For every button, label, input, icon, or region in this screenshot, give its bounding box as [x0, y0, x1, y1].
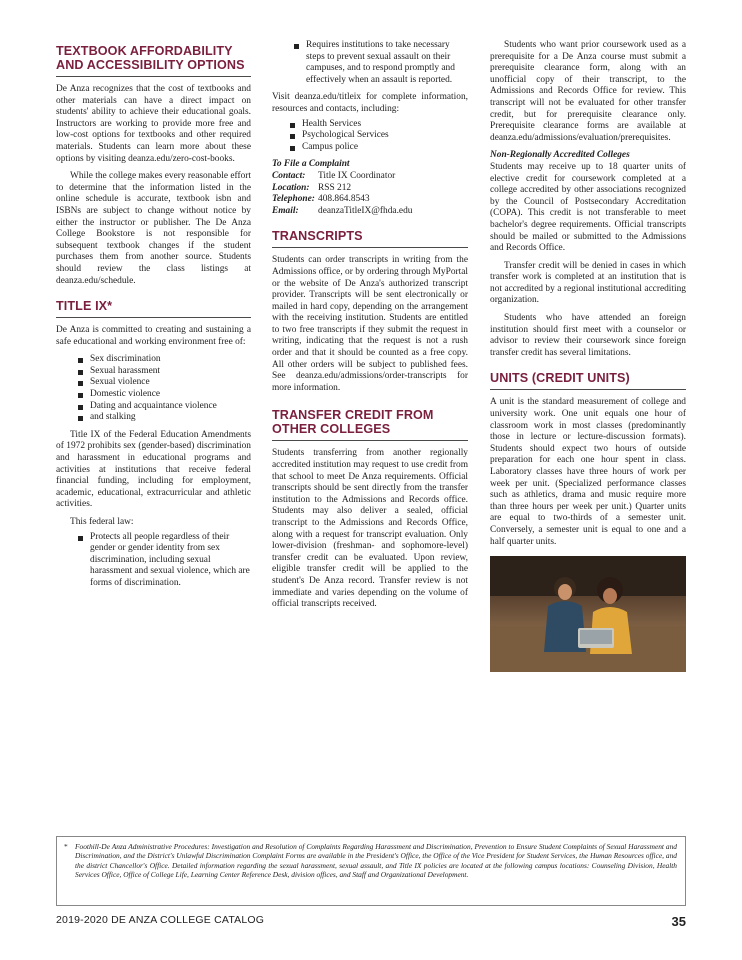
bullet-list — [272, 119, 468, 154]
contact-row: Contact: Title IX Coordinator — [272, 170, 396, 181]
contact-row: Telephone: 408.864.8543 — [272, 194, 370, 205]
contact-row: Location: RSS 212 — [272, 182, 352, 193]
paragraph: Visit deanza.edu/titleix for complete information, resources and contacts, including: — [272, 92, 468, 114]
list-item: Health Services — [302, 119, 468, 131]
list-item: Psychological Services — [302, 130, 468, 142]
paragraph: Students who have attended an foreign institution should first meet with a counselor or advisor to review their coursework since foreign transfer credit has several limitations. — [490, 313, 686, 358]
paragraph: Students who want prior coursework used as a prerequisite for a De Anza course must submit a prerequisite clearance form, along with an unofficial copy of their transcript, to the Admissions and Records Office for review. This transcript will not be evaluated for other transfer credit, but for prerequisite clearance only. Prerequisite clearance forms are available at deanza.edu/admissions/evaluation/prerequisites. — [490, 40, 686, 143]
section-heading-transfer-credit: TRANSFER CREDIT FROM OTHER COLLEGES — [272, 408, 468, 441]
bullet-list — [56, 354, 251, 424]
list-item: Requires institutions to take necessary steps to prevent sexual assault on their campuses, and to respond promptly and effectively when an assault is reported. — [306, 40, 468, 86]
list-item: Sexual violence — [90, 377, 251, 389]
list-item: Sexual harassment — [90, 366, 251, 378]
list-item: Sex discrimination — [90, 354, 251, 366]
section-heading-title-ix: TITLE IX* — [56, 299, 251, 318]
complaint-heading: To File a Complaint — [272, 159, 350, 170]
students-photo — [490, 556, 686, 672]
paragraph: Students can order transcripts in writing from the Admissions office, or by ordering through MyPortal or the website of De Anza's authorized transcript provider. Transcripts will be sent electronically or mailed in hard copy, depending on the arrangement with the receiving institution. Students are entitled to two free transcripts if they submit the request in writing, indicating that the request is not a rush order and that it should be counted as a free copy. All other orders will be subject to published fees. See deanza.edu/admissions/order-transcripts for more information. — [272, 255, 468, 393]
paragraph: Students may receive up to 18 quarter units of elective credit for coursework completed at a college accredited by other associations recognized by the Council of Postsecondary Accreditation (COPA). This credit is not transferable to meet bachelor's degree requirements. Official transcripts should be mailed or submitted to the Admissions and Records Office. — [490, 161, 686, 254]
footnote-marker: * — [64, 842, 68, 851]
subheading: Non-Regionally Accredited Colleges — [490, 150, 630, 161]
paragraph: Transfer credit will be denied in cases in which transfer work is completed at an institution that is not accredited by a regional institutional accrediting organization. — [490, 260, 686, 306]
bullet-list — [56, 532, 251, 590]
contact-row: Email: deanzaTitleIX@fhda.edu — [272, 205, 413, 216]
email-link[interactable]: deanzaTitleIX@fhda.edu — [318, 205, 413, 216]
list-item: Protects all people regardless of their gender or gender identity from sex discrimination, including sexual harassment and sexual violence, which are forms of discrimination. — [90, 531, 250, 588]
paragraph: Title IX of the Federal Education Amendments of 1972 prohibits sex (gender-based) discrimination and harassment in educational programs and activities at institutions that receive federal financial funding, including for employment, academic, educational, extracurricular and athletic activities. — [56, 429, 251, 510]
paragraph: A unit is the standard measurement of college and university work. One unit equals one hour of classroom work in most classes (predominantly those in lecture or lecture-discussion formats). Students should expect two hours of outside preparation for each one hour spent in class. Laboratory classes have three hours of work per week per unit. (Specialized performance classes such as athletics, drama and music require more than three hours per week per unit.) Quarter units are equal to two-thirds of a semester unit. Conversely, a semester unit is equal to one and a half quarter units. — [490, 397, 686, 547]
list-item: Domestic violence — [90, 389, 251, 401]
photo-illustration — [490, 556, 686, 672]
footnote-box — [56, 836, 686, 906]
paragraph: This federal law: — [70, 517, 134, 527]
page-number: 35 — [671, 914, 686, 929]
column-left — [56, 36, 251, 596]
footnote-text: Foothill-De Anza Administrative Procedures: Investigation and Resolution of Complaints Regarding Harassment and Discrimination, Prevention to Ensure Student Complaints of Sexual Harassment and Discrimination, and the District's Unlawful Discrimination Complaint Forms are available in the President's Office, the Office of the Vice President for Student Services, the Human Resources office, and the district Chancellor's Office. Detailed information regarding the sexual harassment, sexual assault, and Title IX policies are located at the following campus locations: Counseling Division, Health Services Office, Office of College Life, Learning Center Reference Desk, division offices, and Staff and Organizational Development. — [75, 842, 677, 880]
column-right — [490, 40, 686, 672]
list-item: and stalking — [90, 412, 251, 424]
section-heading-transcripts: TRANSCRIPTS — [272, 229, 468, 248]
list-item: Dating and acquaintance violence — [90, 401, 251, 413]
paragraph: De Anza is committed to creating and sustaining a safe educational and working environment free of: — [56, 325, 251, 347]
bullet-list — [272, 40, 468, 86]
paragraph: De Anza recognizes that the cost of textbooks and other materials can have a direct impact on students' ability to achieve their educational goals. Instructors are working to provide more free and low-cost options for textbooks and other required materials. Students can learn more about these options by visiting deanza.edu/zero-cost-books. — [56, 84, 251, 164]
paragraph: Students transferring from another regionally accredited institution may request to use credit from that school to meet De Anza requirements. Official transcripts should be sent directly from the transfer institution to the Admissions and Records office. Students may also deliver a sealed, official transcript to the Admissions and Records Office, along with a request for transcript evaluation. Only lower-division (freshman- and sophomore-level) transfer credit can be evaluated. Upon review, eligible transfer credit will be applied to the student's De Anza record. Transfer review is not immediate and varies depending on the volume of official transcripts received. — [272, 448, 468, 610]
complaint-contact — [272, 159, 468, 217]
page-footer — [56, 914, 686, 929]
section-heading-textbook: TEXTBOOK AFFORDABILITY AND ACCESSIBILITY OPTIONS — [56, 44, 251, 77]
column-middle — [272, 40, 468, 617]
section-heading-units: UNITS (CREDIT UNITS) — [490, 371, 686, 390]
list-item: Campus police — [302, 142, 468, 154]
catalog-title: 2019-2020 DE ANZA COLLEGE CATALOG — [56, 914, 265, 926]
paragraph: While the college makes every reasonable effort to determine that the information listed in the online schedule is accurate, textbook isbn and ISBNs are subject to change without notice by either the instructor or publisher. The De Anza College Bookstore is not responsible for subsequent textbook changes if the student purchases them from another source. Students should review the class listings at deanza.edu/schedule. — [56, 171, 251, 286]
